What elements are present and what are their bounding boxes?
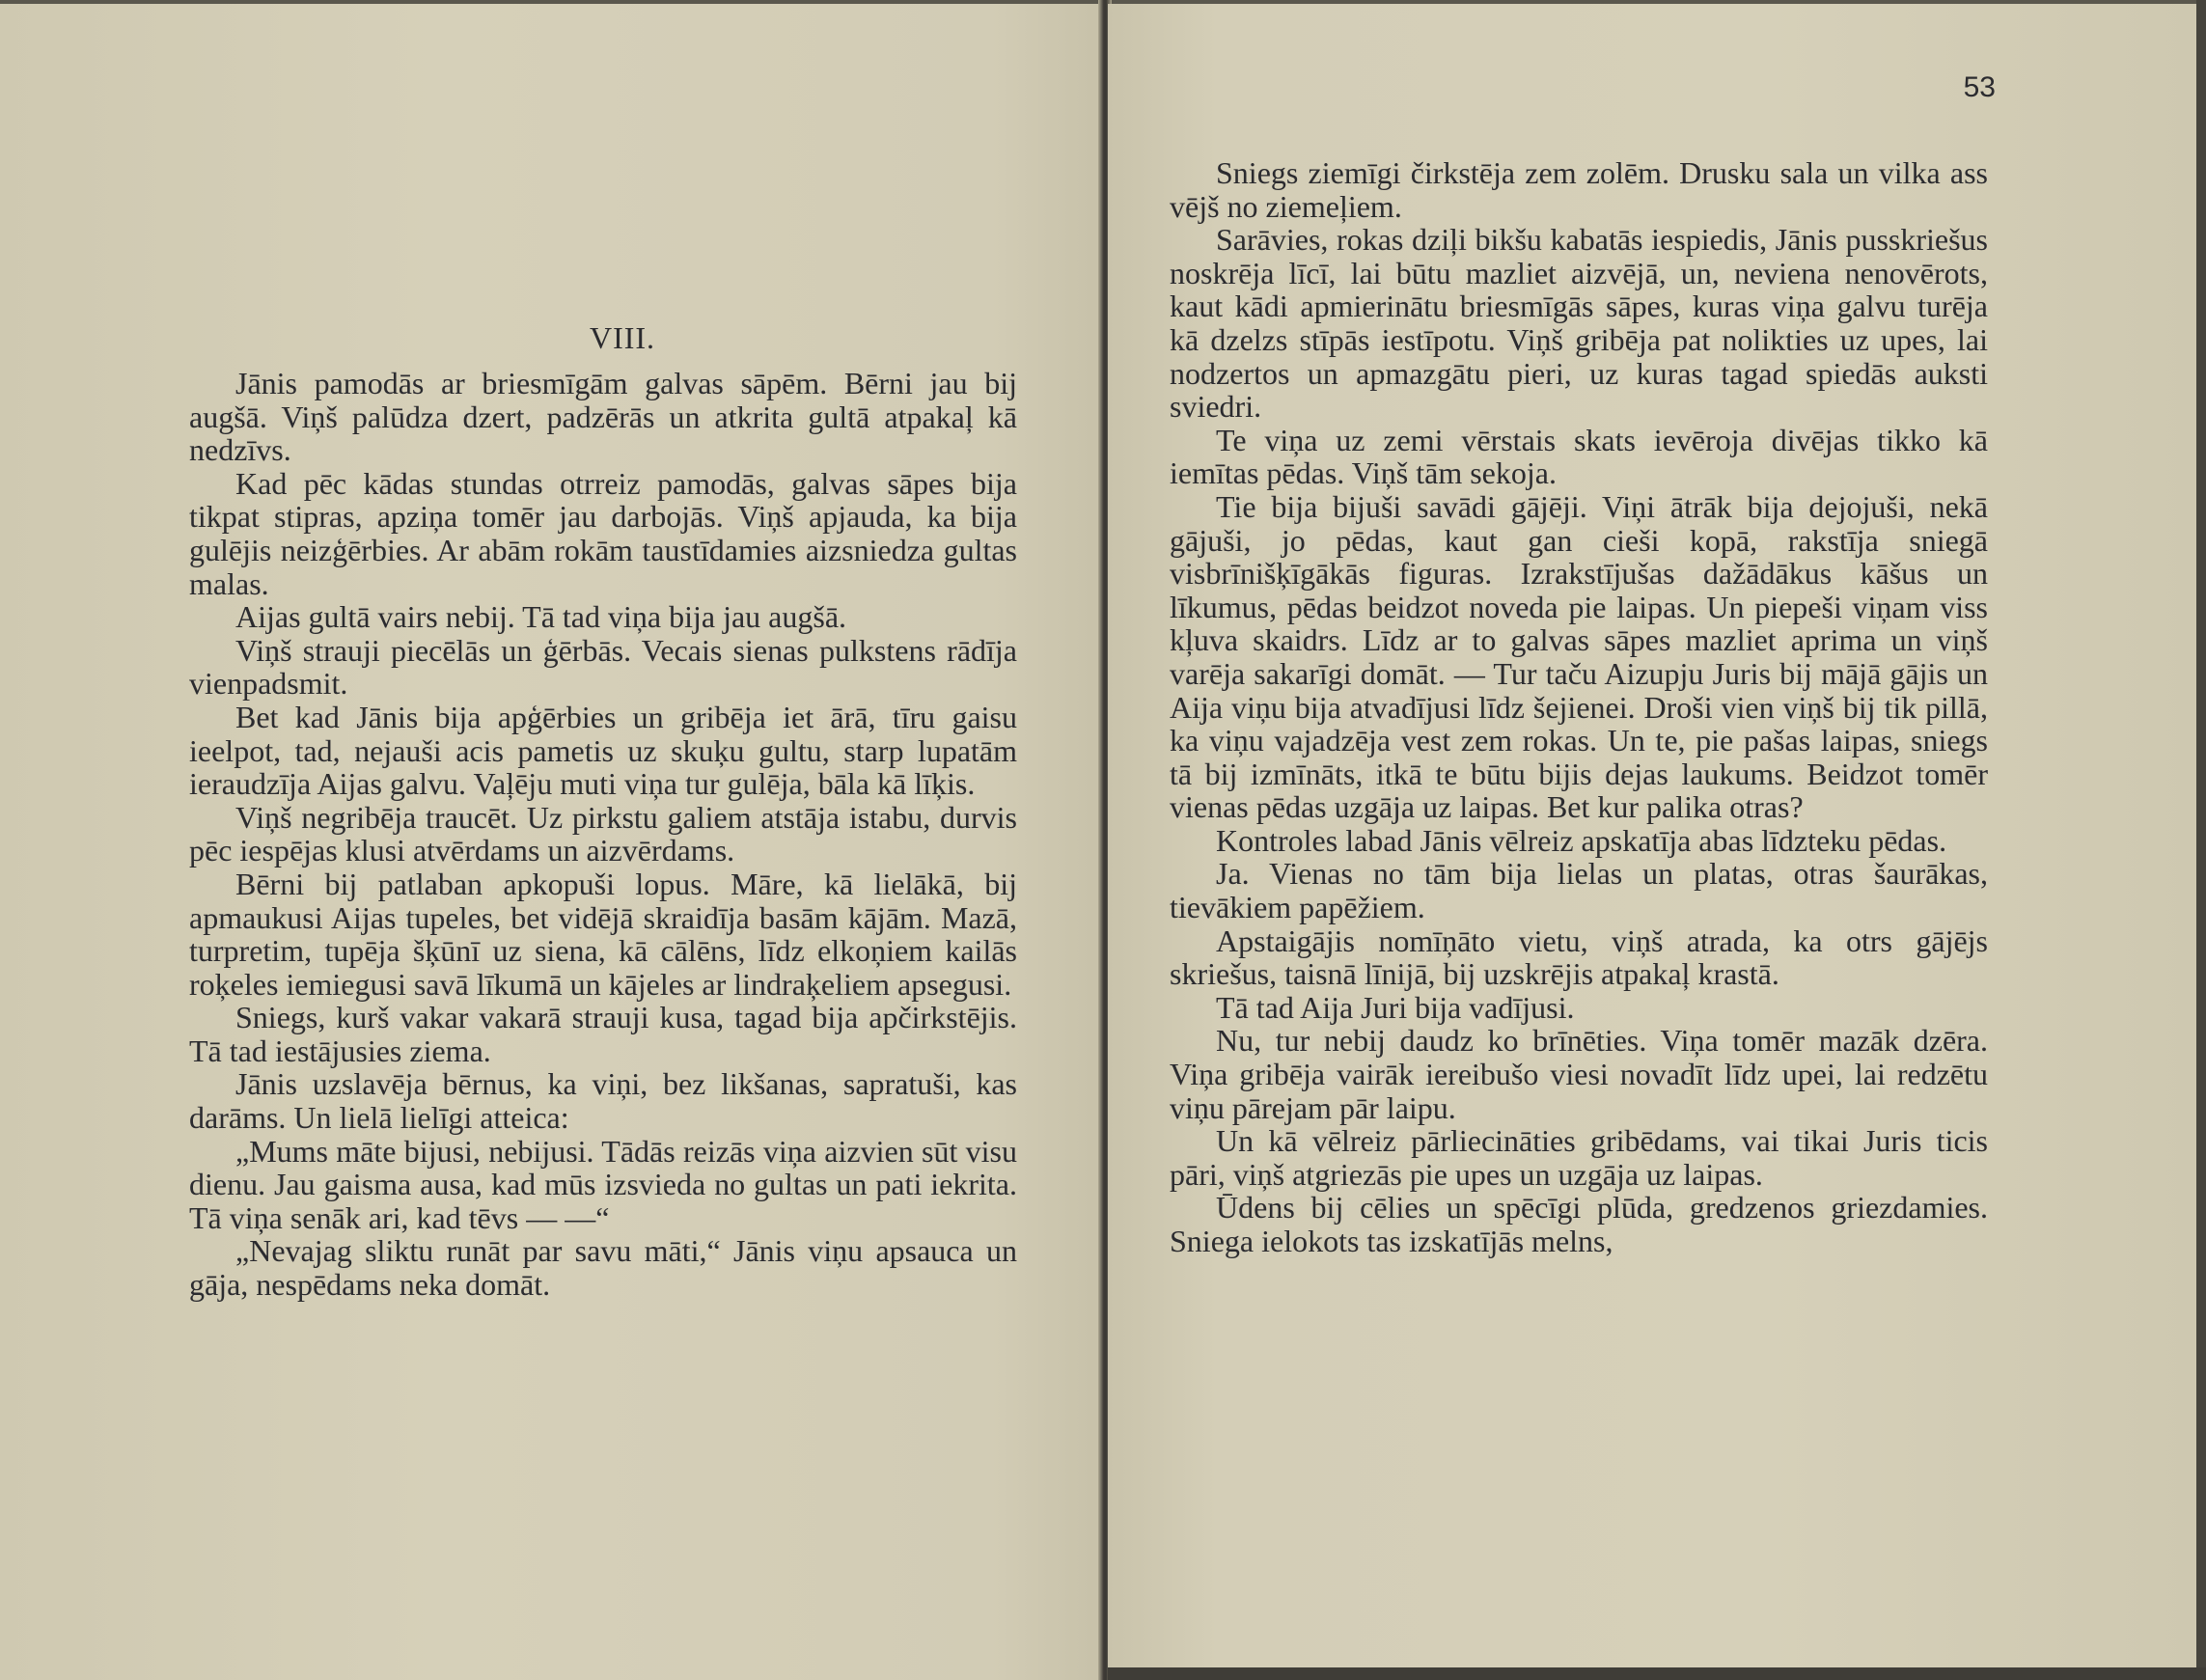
left-page	[0, 4, 1102, 1680]
paragraph: Bet kad Jānis bija apģērbies un gribēja iet ārā, tīru gaisu ieelpot, tad, nejauši acis pametis uz skuķu gultu, starp lupatām ieraudzīja Aijas galvu. Vaļēju muti viņa tur gulēja, bāla kā līķis.	[189, 699, 1017, 802]
scan-edge-right	[2196, 0, 2206, 1680]
scan-edge-bottom	[1108, 1667, 2206, 1680]
left-page-body	[189, 367, 1017, 1302]
paragraph: Tā tad Aija Juri bija vadījusi.	[1216, 989, 1575, 1025]
paragraph: Ūdens bij cēlies un spēcīgi plūda, gredzenos griezdamies. Sniega ielokots tas izskatījās melns,	[1170, 1190, 1988, 1258]
paragraph: Tie bija bijuši savādi gājēji. Viņi ātrāk bija dejojuši, nekā gājuši, jo pēdas, kaut gan cieši kopā, rakstīja sniegā visbrīnišķīgākās figuras. Izrakstījušas dažādākus kāšus un līkumus, pēdas beidzot noveda pie laipas. Un piepeši viņam viss kļuva skaidrs. Līdz ar to galvas sāpes mazliet aprima un viņš varēja sakarīgi domāt. — Tur taču Aizupju Juris bij mājā gājis un Aija viņu bija atvadījusi līdz šejienei. Droši vien viņš bij tik pillā, ka viņu vajadzēja vest zem rokas. Un te, pie pašas laipas, sniegs tā bij izmīnāts, itkā te būtu bijis dejas laukums. Beidzot tomēr vienas pēdas uzgāja uz laipas. Bet kur palika otras?	[1170, 488, 1988, 825]
paragraph: Jānis uzslavēja bērnus, ka viņi, bez likšanas, sapratuši, kas darāms. Un lielā lielīgi atteica:	[189, 1066, 1017, 1136]
right-page-body	[1170, 156, 1988, 1258]
paragraph: „Nevajag sliktu runāt par savu māti,“ Jānis viņu apsauca un gāja, nespēdams neka domāt.	[189, 1233, 1017, 1303]
chapter-heading: VIII.	[589, 320, 656, 355]
paragraph: Aijas gultā vairs nebij. Tā tad viņa bija jau augšā.	[235, 599, 847, 635]
paragraph: Sniegs, kurš vakar vakarā strauji kusa, tagad bija apčirkstējis. Tā tad iestājusies ziema.	[189, 1000, 1017, 1068]
paragraph: „Mums māte bijusi, nebijusi. Tādās reizās viņa aizvien sūt visu dienu. Jau gaisma ausa, kad mūs izsvieda no gultas un pati iekrita. Tā viņa senāk ari, kad tēvs — —“	[189, 1133, 1017, 1235]
paragraph: Sniegs ziemīgi čirkstēja zem zolēm. Drusku sala un vilka ass vējš no ziemeļiem.	[1170, 155, 1988, 224]
paragraph: Te viņa uz zemi vērstais skats ievēroja divējas tikko kā iemītas pēdas. Viņš tām sekoja.	[1170, 422, 1988, 491]
paragraph: Viņš strauji piecēlās un ģērbās. Vecais sienas pulkstens rādīja vienpadsmit.	[189, 632, 1017, 702]
paragraph: Apstaigājis nomīņāto vietu, viņš atrada, ka otrs gājējs skriešus, taisnā līnijā, bij uzskrējis atpakaļ krastā.	[1170, 923, 1988, 992]
paragraph: Kad pēc kādas stundas otrreiz pamodās, galvas sāpes bija tikpat stipras, apziņa tomēr jau darbojās. Viņš apjauda, ka bija gulējis neizģērbies. Ar abām rokām taustīdamies aizsniedza gultas malas.	[189, 465, 1017, 601]
paragraph: Un kā vēlreiz pārliecināties gribēdams, vai tikai Juris ticis pāri, viņš atgriezās pie upes un uzgāja uz laipas.	[1170, 1123, 1988, 1192]
paragraph: Jānis pamodās ar briesmīgām galvas sāpēm. Bērni jau bij augšā. Viņš palūdza dzert, padzērās un atkrita gultā atpakaļ kā nedzīvs.	[189, 366, 1017, 468]
paragraph: Viņš negribēja traucēt. Uz pirkstu galiem atstāja istabu, durvis pēc iespējas klusi atvērdams un aizvērdams.	[189, 799, 1017, 868]
paragraph: Sarāvies, rokas dziļi bikšu kabatās iespiedis, Jānis pusskriešus noskrēja līcī, lai būtu mazliet aizvējā, un, neviena nenovērots, kaut kādi apmierinātu briesmīgās sāpes, kuras viņa galvu turēja kā dzelzs stīpās iestīpotu. Viņš gribēja pat nolikties uz upes, lai nodzertos un apmazgātu pieri, uz kuras tagad spiedās auksti sviedri.	[1170, 222, 1988, 425]
page-number: 53	[1963, 71, 1996, 103]
paragraph: Ja. Vienas no tām bija lielas un platas, otras šaurākas, tievākiem papēžiem.	[1170, 856, 1988, 925]
paragraph: Nu, tur nebij daudz ko brīnēties. Viņa tomēr mazāk dzēra. Viņa gribēja vairāk iereibušo viesi novadīt līdz upei, lai redzētu viņu pārejam pār laipu.	[1170, 1023, 1988, 1125]
paragraph: Bērni bij patlaban apkopuši lopus. Māre, kā lielākā, bij apmaukusi Aijas tupeles, bet vidējā skraidīja basām kājām. Mazā, turpretim, tupēja šķūnī uz siena, kā cālēns, līdz elkoņiem kailās roķeles iemiegusi savā līkumā un kājeles ar lindraķeliem apsegusi.	[189, 866, 1017, 1002]
right-page	[1108, 4, 2206, 1680]
paragraph: Kontroles labad Jānis vēlreiz apskatīja abas līdzteku pēdas.	[1216, 822, 1947, 858]
